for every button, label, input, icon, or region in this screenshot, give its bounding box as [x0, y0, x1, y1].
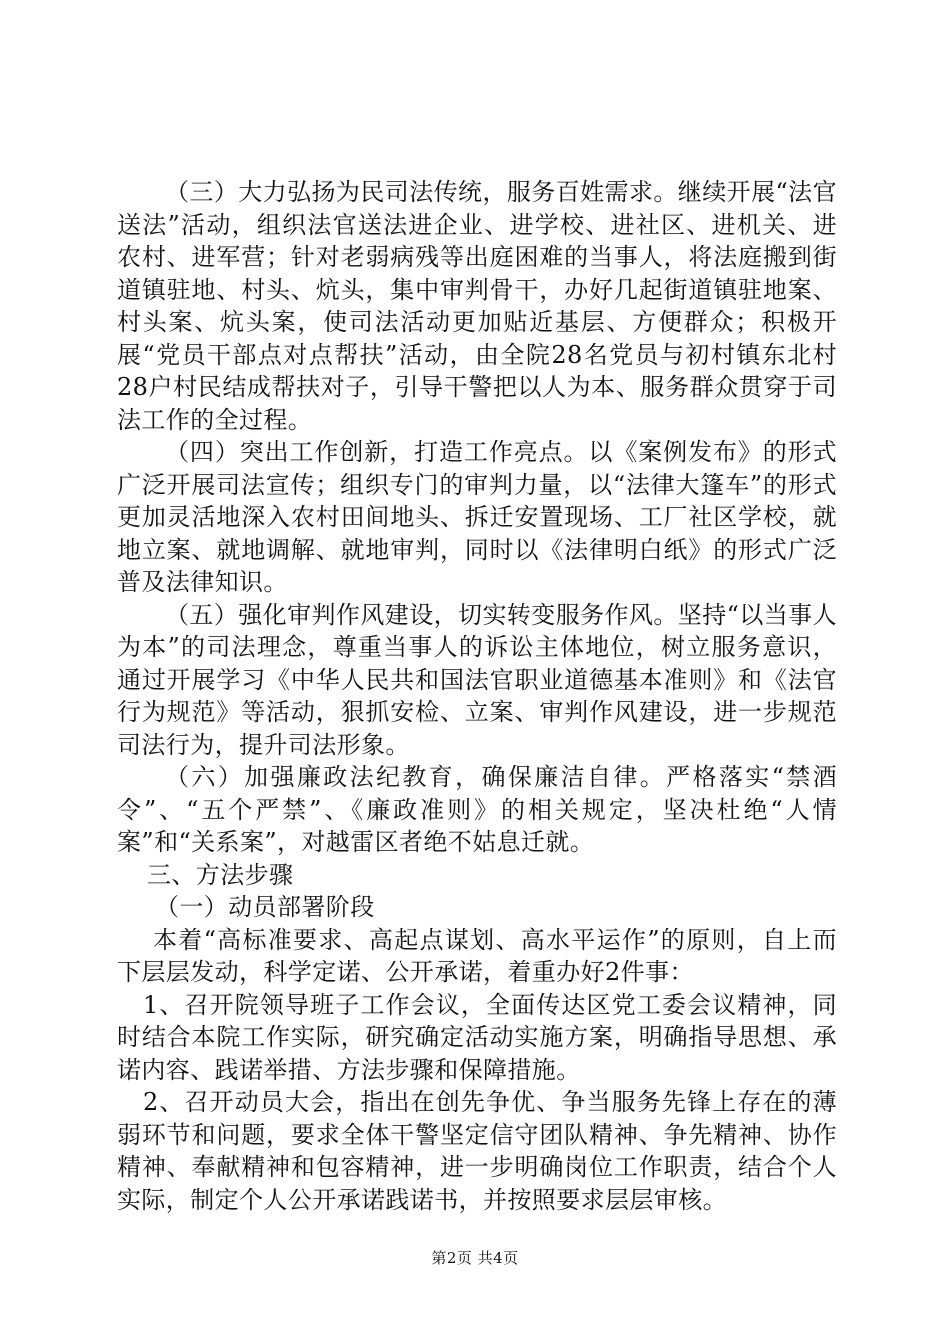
document-body	[117, 176, 837, 1216]
list-item-1: 1、召开院领导班子工作会议，全面传达区党工委会议精神，同时结合本院工作实际，研究确定活动实施方案，明确指导思想、承诺内容、践诺举措、方法步骤和保障措施。	[117, 990, 837, 1084]
paragraph-section-3: （三）大力弘扬为民司法传统，服务百姓需求。继续开展“法官送法”活动，组织法官送法进企业、进学校、进社区、进机关、进农村、进军营；针对老弱病残等出庭困难的当事人，将法庭搬到街道镇驻地、村头、炕头，集中审判骨干，办好几起街道镇驻地案、村头案、炕头案，使司法活动更加贴近基层、方便群众；积极开展“党员干部点对点帮扶”活动，由全院28名党员与初村镇东北村28户村民结成帮扶对子，引导干警把以人为本、服务群众贯穿于司法工作的全过程。	[117, 178, 837, 434]
list-item-2: 2、召开动员大会，指出在创先争优、争当服务先锋上存在的薄弱环节和问题，要求全体干警坚定信守团队精神、争先精神、协作精神、奉献精神和包容精神，进一步明确岗位工作职责，结合个人实际，制定个人公开承诺践诺书，并按照要求层层审核。	[117, 1088, 837, 1214]
page-footer: 第2页 共4页	[431, 1249, 519, 1267]
heading-method-steps: 三、方法步骤	[147, 860, 294, 889]
subheading-mobilization: （一）动员部署阶段	[155, 893, 375, 921]
paragraph-section-6: （六）加强廉政法纪教育，确保廉洁自律。严格落实“禁酒令”、“五个严禁”、《廉政准则》的相关规定，坚决杜绝“人情案”和“关系案”，对越雷区者绝不姑息迁就。	[117, 763, 837, 856]
paragraph-section-5: （五）强化审判作风建设，切实转变服务作风。坚持“以当事人为本”的司法理念，尊重当事人的诉讼主体地位，树立服务意识，通过开展学习《中华人民共和国法官职业道德基本准则》和《法官行为规范》等活动，狠抓安检、立案、审判作风建设，进一步规范司法行为，提升司法形象。	[117, 600, 837, 759]
paragraph-section-4: （四）突出工作创新，打造工作亮点。以《案例发布》的形式广泛开展司法宣传；组织专门的审判力量，以“法律大篷车”的形式更加灵活地深入农村田间地头、拆迁安置现场、工厂社区学校，就地立案、就地调解、就地审判，同时以《法律明白纸》的形式广泛普及法律知识。	[117, 438, 837, 596]
paragraph-principle: 本着“高标准要求、高起点谋划、高水平运作”的原则，自上而下层层发动，科学定诺、公开承诺，着重办好2件事：	[117, 925, 837, 986]
